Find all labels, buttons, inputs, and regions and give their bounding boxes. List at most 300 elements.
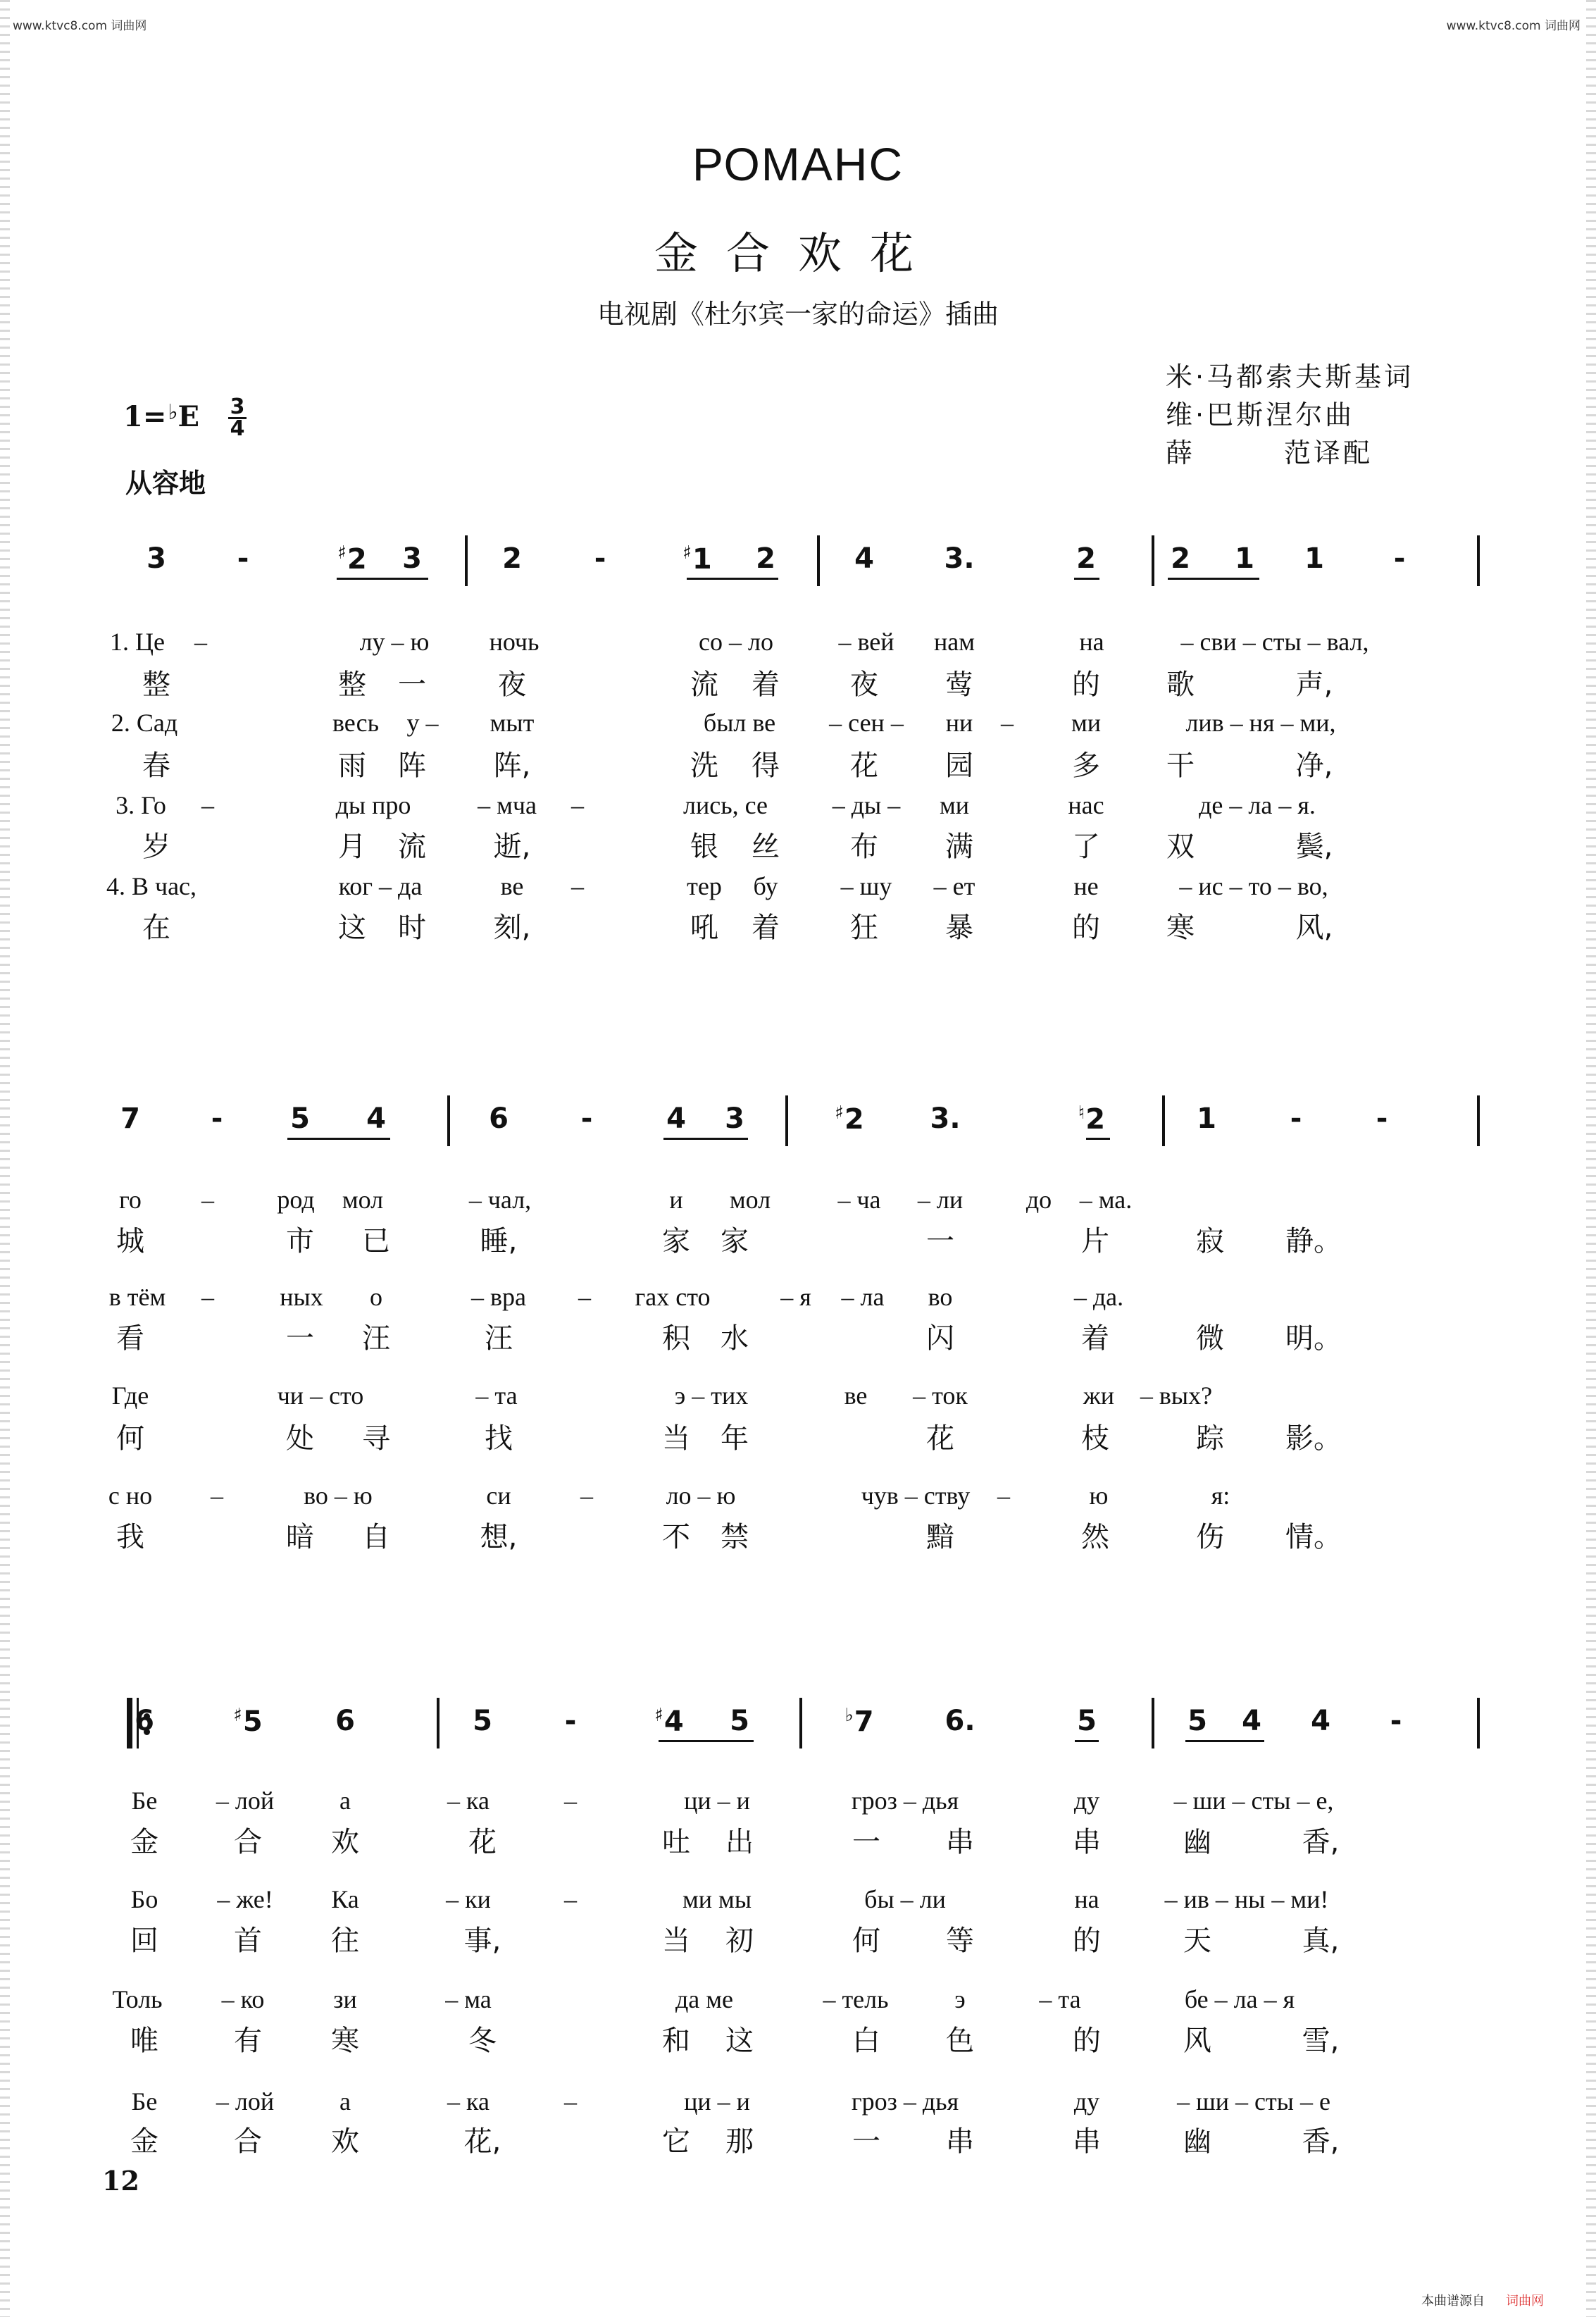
lyric-char: 的 <box>1072 912 1100 944</box>
lyric-char: 睡, <box>480 1225 518 1257</box>
lyric-char: 声, <box>1295 669 1333 701</box>
lyric-char: 处 <box>286 1422 314 1455</box>
lyric-line-ru <box>92 1884 1500 1921</box>
lyric-char: 一 <box>286 1322 314 1355</box>
note: 5 <box>730 1705 749 1737</box>
lyric-char: 花 <box>926 1422 954 1455</box>
lyric-char: 欢 <box>331 1826 359 1858</box>
lyric-line-zh <box>92 1820 1500 1856</box>
note: 6 <box>335 1705 355 1737</box>
note: 5 <box>473 1705 492 1737</box>
lyric-char: 真, <box>1302 1925 1340 1957</box>
lyric-char: 家 <box>662 1225 690 1257</box>
key-prefix: 1= <box>123 400 167 433</box>
lyric-syllable: до <box>1025 1186 1052 1214</box>
lyric-syllable: был ве <box>703 709 776 737</box>
lyric-char: 的 <box>1072 669 1100 701</box>
lyric-char: 年 <box>721 1422 749 1455</box>
lyric-line-ru <box>92 1282 1500 1319</box>
lyric-line-ru <box>92 790 1500 827</box>
lyric-syllable: лись, се <box>682 791 768 819</box>
lyric-line-zh <box>92 662 1500 699</box>
notation-line-2 <box>92 1095 1500 1159</box>
note: 3. <box>944 542 975 575</box>
lyric-syllable: – вра <box>471 1283 526 1311</box>
header-right-watermark: www.ktvc8.com 词曲网 <box>1446 19 1581 33</box>
lyric-char: 水 <box>721 1322 749 1355</box>
time-signature-top: 3 <box>230 395 245 419</box>
lyric-char: 幽 <box>1183 2125 1211 2158</box>
lyric-syllable: – чал, <box>468 1186 532 1214</box>
lyric-syllable: 1. Це <box>110 628 165 656</box>
lyric-syllable: – <box>201 791 214 819</box>
lyric-char: 在 <box>142 912 170 944</box>
lyric-syllable: Ка <box>331 1885 359 1913</box>
lyric-syllable: – ет <box>933 872 975 900</box>
right-margin-strip <box>1586 0 1596 2317</box>
flat-sign: ♭ <box>168 400 178 425</box>
lyric-syllable: Бе <box>131 1787 158 1815</box>
lyric-syllable: ю <box>1089 1481 1109 1510</box>
note: - <box>564 1705 577 1737</box>
note: - <box>1393 542 1406 575</box>
note: ♯5 <box>233 1705 263 1738</box>
note: ♮2 <box>1078 1102 1106 1136</box>
notation-line-1 <box>92 535 1500 599</box>
lyric-line-zh <box>92 2119 1500 2156</box>
lyric-char: 净, <box>1295 750 1333 782</box>
lyric-syllable: во <box>928 1283 953 1311</box>
barline <box>465 535 468 586</box>
lyric-syllable: ве <box>844 1381 868 1410</box>
lyric-char: 枝 <box>1081 1422 1109 1455</box>
lyric-syllable: я: <box>1211 1481 1230 1510</box>
lyric-char: 踪 <box>1196 1422 1224 1455</box>
notation-line-3 <box>92 1698 1500 1761</box>
note: 4 <box>366 1102 386 1135</box>
lyric-syllable: – ма <box>445 1985 492 2013</box>
lyric-char: 初 <box>725 1925 754 1957</box>
lyric-char: 这 <box>338 912 366 944</box>
lyric-line-zh <box>92 1316 1500 1353</box>
barline <box>1477 535 1480 586</box>
lyric-char: 的 <box>1073 1925 1101 1957</box>
lyric-syllable: бу <box>753 872 778 900</box>
lyric-syllable: – <box>564 2087 577 2116</box>
lyric-char: 多 <box>1072 750 1100 782</box>
lyric-char: 想, <box>480 1521 518 1553</box>
lyric-syllable: а <box>339 1787 351 1815</box>
lyric-char: 静。 <box>1285 1225 1342 1257</box>
sharp-sign: ♯ <box>835 1102 844 1124</box>
lyric-char: 微 <box>1196 1322 1224 1355</box>
lyric-char: 合 <box>234 2125 262 2158</box>
lyric-char: 金 <box>130 2125 158 2158</box>
lyric-syllable: – тель <box>823 1985 889 2013</box>
lyric-syllable: жи <box>1083 1381 1115 1410</box>
sharp-sign: ♯ <box>337 542 347 564</box>
lyric-char: 岁 <box>142 831 170 863</box>
credit-translator: 薛 范译配 <box>1166 437 1373 468</box>
lyric-char: 夜 <box>850 669 878 701</box>
lyric-char: 片 <box>1081 1225 1109 1257</box>
beam <box>687 578 778 580</box>
lyric-syllable: – <box>201 1186 214 1214</box>
lyric-char: 回 <box>130 1925 158 1957</box>
note: 3 <box>725 1102 744 1135</box>
lyric-char: 整 <box>142 669 170 701</box>
title-chinese: 金合欢花 <box>654 228 942 279</box>
lyric-syllable: – <box>580 1481 593 1510</box>
barline <box>1152 1698 1154 1748</box>
lyric-syllable: на <box>1079 628 1104 656</box>
lyric-char: 事, <box>463 1925 501 1957</box>
lyric-syllable: ночь <box>489 628 540 656</box>
note: 4 <box>1311 1705 1330 1737</box>
credit-lyricist: 米·马都索夫斯基词 <box>1166 361 1414 392</box>
lyric-syllable: лу – ю <box>359 628 430 656</box>
lyric-syllable: гах сто <box>635 1283 711 1311</box>
note: 1 <box>1235 542 1254 575</box>
lyric-syllable: – вых? <box>1140 1381 1213 1410</box>
subtitle: 电视剧《杜尔宾一家的命运》插曲 <box>597 299 999 330</box>
beam <box>1075 1740 1099 1742</box>
lyric-syllable: – ток <box>913 1381 968 1410</box>
lyric-syllable: ми мы <box>682 1885 752 1913</box>
lyric-char: 得 <box>752 750 780 782</box>
lyric-char: 春 <box>142 750 170 782</box>
lyric-char: 雪, <box>1302 2025 1340 2057</box>
lyric-char: 已 <box>362 1225 390 1257</box>
lyric-char: 伤 <box>1196 1521 1224 1553</box>
time-signature <box>227 397 248 439</box>
lyric-line-zh <box>92 743 1500 780</box>
credits <box>1166 358 1414 472</box>
lyric-syllable: – <box>1001 709 1014 737</box>
lyric-syllable: – сви – сты – вал, <box>1180 628 1369 656</box>
lyric-line-zh <box>92 1515 1500 1551</box>
lyric-syllable: – ла <box>841 1283 885 1311</box>
lyric-line-ru <box>92 1984 1500 2021</box>
note: 6. <box>944 1705 975 1737</box>
lyric-syllable: – ды – <box>832 791 901 819</box>
beam <box>659 1740 754 1742</box>
lyric-syllable: о <box>370 1283 382 1311</box>
lyric-char: 的 <box>1073 2025 1101 2057</box>
lyric-char: 刻, <box>493 912 531 944</box>
lyric-char: 寒 <box>331 2025 359 2057</box>
lyric-syllable: 4. В час, <box>106 872 197 900</box>
barline <box>817 535 820 586</box>
lyric-syllable: – <box>571 872 584 900</box>
lyric-syllable: ци – и <box>684 1787 750 1815</box>
lyric-syllable: – лой <box>216 2087 275 2116</box>
lyric-syllable: 2. Сад <box>111 709 178 737</box>
lyric-char: 禁 <box>721 1521 749 1553</box>
lyric-syllable: де – ла – я. <box>1199 791 1316 819</box>
lyric-syllable: – <box>201 1283 214 1311</box>
lyric-line-zh <box>92 824 1500 861</box>
lyric-syllable: – <box>571 791 584 819</box>
sharp-sign: ♯ <box>233 1705 242 1726</box>
lyric-char: 冬 <box>468 2025 497 2057</box>
lyric-char: 串 <box>1073 2125 1101 2158</box>
lyric-syllable: не <box>1073 872 1099 900</box>
lyric-line-ru <box>92 708 1500 745</box>
lyric-char: 着 <box>752 912 780 944</box>
lyric-char: 这 <box>725 2025 754 2057</box>
lyric-char: 暴 <box>945 912 973 944</box>
lyric-syllable: гроз – дья <box>851 1787 959 1815</box>
title-russian: РОМАНС <box>692 138 904 190</box>
lyric-char: 满 <box>945 831 973 863</box>
note: ♯1 <box>682 542 712 576</box>
note: - <box>237 542 249 575</box>
lyric-syllable: си <box>486 1481 511 1510</box>
lyric-char: 月 <box>338 831 366 863</box>
lyric-char: 合 <box>234 1826 262 1858</box>
beam <box>1074 578 1099 580</box>
lyric-char: 影。 <box>1285 1422 1342 1455</box>
lyric-syllable: ло – ю <box>666 1481 736 1510</box>
lyric-syllable: – ко <box>221 1985 265 2013</box>
note: 4 <box>1242 1705 1261 1737</box>
note: 2 <box>1171 542 1190 575</box>
lyric-char: 着 <box>752 669 780 701</box>
lyric-syllable: а <box>339 2087 351 2116</box>
lyric-char: 香, <box>1302 2125 1340 2158</box>
lyric-char: 风 <box>1183 2025 1211 2057</box>
note: 5 <box>290 1102 310 1135</box>
lyric-syllable: ни <box>945 709 973 737</box>
lyric-char: 鬓, <box>1295 831 1333 863</box>
note: ♯2 <box>835 1102 864 1136</box>
lyric-syllable: – сен – <box>829 709 904 737</box>
lyric-syllable: род <box>277 1186 315 1214</box>
lyric-syllable: – лой <box>216 1787 275 1815</box>
lyric-syllable: ду <box>1073 1787 1100 1815</box>
lyric-char: 夜 <box>498 669 526 701</box>
lyric-syllable: – та <box>1039 1985 1081 2013</box>
lyric-syllable: ми <box>939 791 970 819</box>
lyric-char: 闪 <box>926 1322 954 1355</box>
note: - <box>1376 1102 1388 1135</box>
lyric-syllable: нас <box>1068 791 1104 819</box>
lyric-char: 和 <box>662 2025 690 2057</box>
left-margin-strip <box>0 0 10 2317</box>
lyric-syllable: – та <box>475 1381 518 1410</box>
lyric-char: 黯 <box>926 1521 954 1553</box>
lyric-char: 莺 <box>945 669 973 701</box>
lyric-char: 寻 <box>362 1422 390 1455</box>
lyric-char: 流 <box>398 831 426 863</box>
lyric-syllable: ды про <box>335 791 411 819</box>
lyric-char: 歌 <box>1166 669 1195 701</box>
lyric-syllable: ми <box>1071 709 1102 737</box>
lyric-line-zh <box>92 1219 1500 1255</box>
footer-source-text: 本曲谱源自 <box>1421 2294 1485 2309</box>
lyric-line-zh <box>92 905 1500 942</box>
lyric-syllable: – я <box>780 1283 811 1311</box>
lyric-syllable: – ши – сты – е, <box>1173 1787 1334 1815</box>
lyric-char: 一 <box>852 1826 880 1858</box>
lyric-syllable: – ши – сты – е <box>1177 2087 1330 2116</box>
note: - <box>580 1102 593 1135</box>
lyric-char: 一 <box>926 1225 954 1257</box>
lyric-char: 当 <box>662 1925 690 1957</box>
lyric-syllable: весь <box>332 709 380 737</box>
note: 6 <box>135 1705 154 1737</box>
barline <box>447 1095 450 1146</box>
barline <box>785 1095 788 1146</box>
lyric-syllable: Бо <box>130 1885 158 1913</box>
lyric-char: 自 <box>362 1521 390 1553</box>
lyric-syllable: – <box>211 1481 223 1510</box>
lyric-char: 干 <box>1166 750 1195 782</box>
credit-composer: 维·巴斯涅尔曲 <box>1166 399 1355 430</box>
header-left-watermark: www.ktvc8.com 词曲网 <box>13 19 147 33</box>
lyric-char: 花 <box>468 1826 497 1858</box>
lyric-char: 整 <box>338 669 366 701</box>
lyric-char: 洗 <box>690 750 718 782</box>
lyric-char: 流 <box>690 669 718 701</box>
lyric-syllable: – ма. <box>1079 1186 1133 1214</box>
lyric-char: 首 <box>234 1925 262 1957</box>
barline <box>1477 1698 1480 1748</box>
lyric-syllable: мол <box>729 1186 771 1214</box>
lyric-syllable: со – ло <box>699 628 773 656</box>
lyric-char: 一 <box>852 2125 880 2158</box>
beam <box>287 1138 390 1140</box>
note: - <box>1290 1102 1302 1135</box>
lyric-syllable: – ис – то – во, <box>1179 872 1328 900</box>
lyric-syllable: мыт <box>490 709 535 737</box>
lyric-line-zh <box>92 2018 1500 2055</box>
lyric-char: 幽 <box>1183 1826 1211 1858</box>
note: 5 <box>1077 1705 1097 1737</box>
lyric-syllable: э – тих <box>674 1381 749 1410</box>
lyric-syllable: и <box>669 1186 683 1214</box>
lyric-syllable: – мча <box>478 791 537 819</box>
lyric-syllable: у – <box>406 709 439 737</box>
lyric-syllable: – шу <box>840 872 892 900</box>
lyric-syllable: – <box>194 628 207 656</box>
lyric-syllable: бе – ла – я <box>1184 1985 1295 2013</box>
lyric-char: 不 <box>662 1521 690 1553</box>
note: 3. <box>930 1102 961 1135</box>
lyric-char: 双 <box>1166 831 1195 863</box>
lyric-char: 银 <box>690 831 718 863</box>
lyric-line-ru <box>92 627 1500 664</box>
lyric-line-ru <box>92 1786 1500 1822</box>
lyric-char: 当 <box>662 1422 690 1455</box>
lyric-syllable: Толь <box>112 1985 163 2013</box>
lyric-char: 时 <box>398 912 426 944</box>
note: - <box>211 1102 223 1135</box>
lyric-char: 唯 <box>130 2025 158 2057</box>
lyric-char: 家 <box>721 1225 749 1257</box>
lyric-syllable: – же! <box>217 1885 273 1913</box>
lyric-char: 它 <box>662 2125 690 2158</box>
lyric-char: 寂 <box>1196 1225 1224 1257</box>
lyric-char: 天 <box>1183 1925 1211 1957</box>
lyric-char: 阵 <box>398 750 426 782</box>
beam <box>663 1138 748 1140</box>
tempo-marking: 从容地 <box>125 468 206 499</box>
lyric-char: 那 <box>725 2125 754 2158</box>
barline <box>1162 1095 1165 1146</box>
lyric-char: 市 <box>286 1225 314 1257</box>
lyric-syllable: ве <box>500 872 524 900</box>
lyric-char: 色 <box>946 2025 974 2057</box>
beam <box>1185 1740 1264 1742</box>
note: 6 <box>489 1102 509 1135</box>
flat-sign: ♭ <box>844 1705 854 1726</box>
lyric-syllable: с но <box>108 1481 153 1510</box>
lyric-char: 我 <box>116 1521 144 1553</box>
sharp-sign: ♯ <box>654 1705 663 1726</box>
lyric-syllable: ных <box>280 1283 323 1311</box>
lyric-syllable: э <box>954 1985 966 2013</box>
lyric-char: 找 <box>485 1422 513 1455</box>
lyric-char: 花 <box>850 750 878 782</box>
lyric-char: 寒 <box>1166 912 1195 944</box>
note: 3 <box>146 542 166 575</box>
note: 4 <box>854 542 874 575</box>
repeat-barline-thick <box>127 1698 132 1748</box>
lyric-syllable: – вей <box>838 628 894 656</box>
lyric-char: 欢 <box>331 2125 359 2158</box>
lyric-syllable: 3. Го <box>116 791 166 819</box>
lyric-char: 香, <box>1302 1826 1340 1858</box>
lyric-syllable: гроз – дья <box>851 2087 959 2116</box>
beam <box>337 578 428 580</box>
lyric-syllable: да ме <box>675 1985 734 2013</box>
lyric-syllable: нам <box>933 628 975 656</box>
note: 2 <box>502 542 522 575</box>
lyric-line-zh <box>92 1918 1500 1955</box>
lyric-syllable: ду <box>1073 2087 1100 2116</box>
lyric-line-ru <box>92 1481 1500 1517</box>
lyric-char: 串 <box>946 2125 974 2158</box>
key-letter: E <box>177 400 200 433</box>
lyric-syllable: ци – и <box>684 2087 750 2116</box>
lyric-char: 暗 <box>286 1521 314 1553</box>
lyric-syllable: – ка <box>447 2087 490 2116</box>
lyric-syllable: – ча <box>837 1186 881 1214</box>
footer-brand: 词曲网 <box>1506 2294 1544 2309</box>
lyric-char: 风, <box>1295 912 1333 944</box>
lyric-syllable: – ки <box>446 1885 491 1913</box>
note: 4 <box>666 1102 686 1135</box>
lyric-syllable: – ив – ны – ми! <box>1164 1885 1329 1913</box>
lyric-syllable: в тём <box>108 1283 166 1311</box>
lyric-syllable: чи – сто <box>277 1381 364 1410</box>
note: 1 <box>1304 542 1324 575</box>
lyric-char: 阵, <box>493 750 531 782</box>
note: ♭7 <box>844 1705 874 1738</box>
note: 7 <box>120 1102 140 1135</box>
lyric-line-ru <box>92 1185 1500 1222</box>
lyric-syllable: – <box>997 1481 1010 1510</box>
barline <box>437 1698 439 1748</box>
lyric-char: 雨 <box>338 750 366 782</box>
lyric-syllable: бы – ли <box>864 1885 946 1913</box>
barline <box>799 1698 802 1748</box>
lyric-syllable: мол <box>342 1186 384 1214</box>
lyric-syllable: на <box>1074 1885 1099 1913</box>
lyric-syllable: тер <box>687 872 722 900</box>
